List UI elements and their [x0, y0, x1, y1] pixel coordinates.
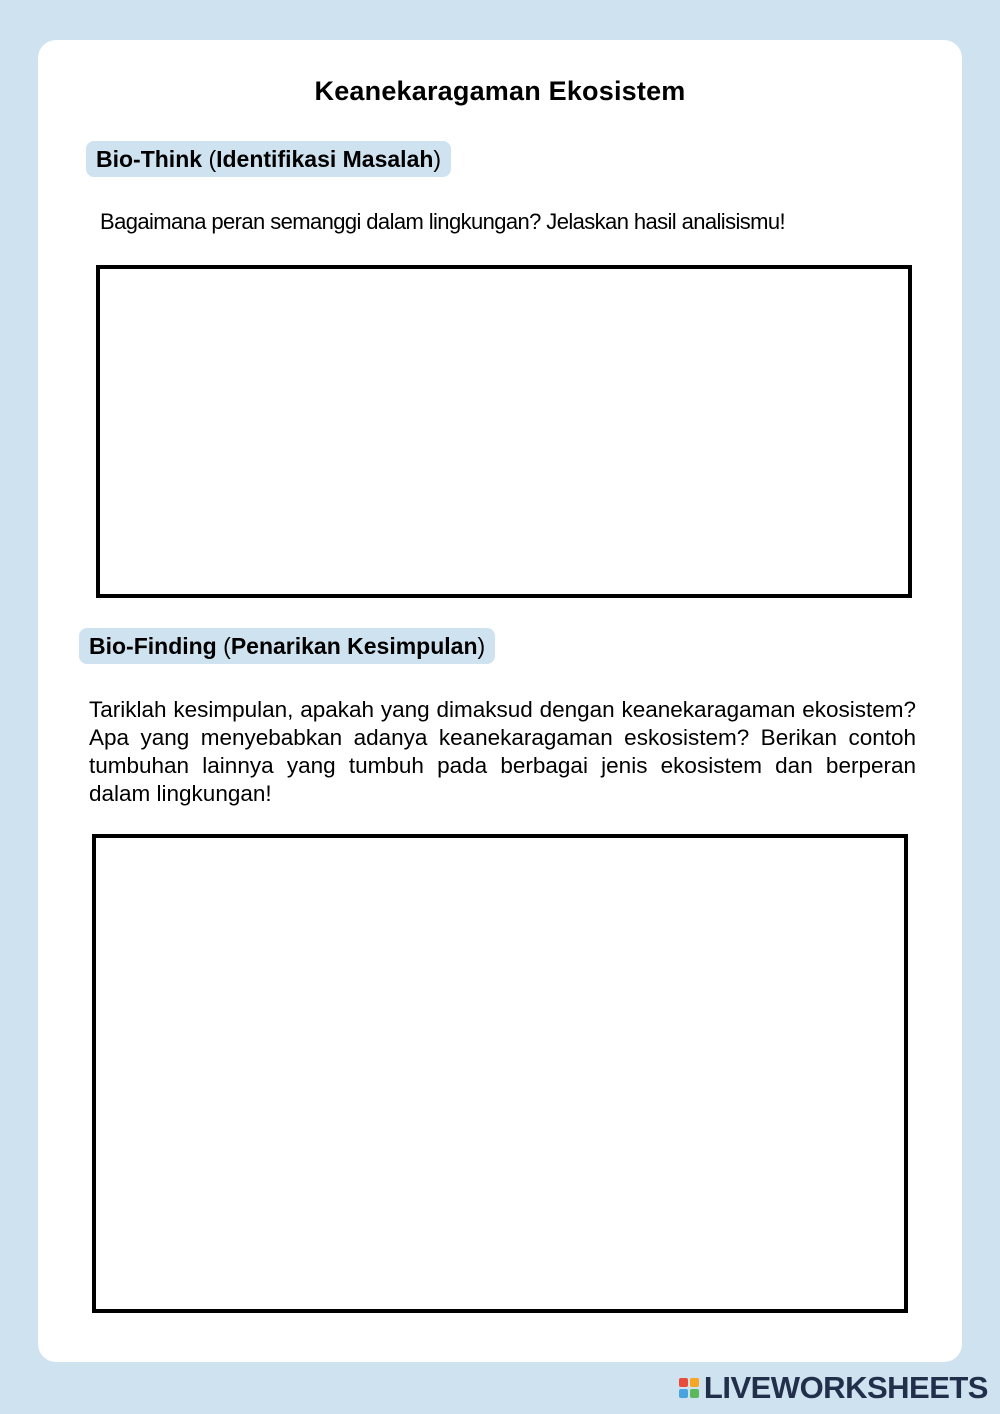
section-label-main: Bio-Think	[96, 146, 203, 172]
section-label-bio-finding	[79, 628, 495, 664]
question-text-1: Bagaimana peran semanggi dalam lingkungan? Jelaskan hasil analisismu!	[100, 209, 786, 234]
section-label-sub: Identifikasi Masalah	[216, 146, 434, 172]
question-text-2: Tariklah kesimpulan, apakah yang dimaksud dengan keanekaragaman ekosistem? Apa yang menyebabkan adanya keanekaragaman eskosistem? Berikan contoh tumbuhan lainnya yang tumbuh pada berbagai jenis ekosistem dan berperan dalam lingkungan!	[89, 697, 916, 806]
section-label-main: Bio-Finding	[89, 633, 217, 659]
answer-box-1[interactable]	[96, 265, 912, 598]
section-label-close-paren: )	[433, 146, 442, 172]
page-title: Keanekaragaman Ekosistem	[314, 76, 686, 106]
section-label-open-paren: (	[223, 633, 231, 659]
answer-box-2[interactable]	[92, 834, 908, 1313]
section-label-close-paren: )	[477, 633, 486, 659]
brand-name: LIVEWORKSHEETS	[703, 1370, 988, 1405]
section-label-sub: Penarikan Kesimpulan	[230, 633, 478, 659]
section-label-bio-think	[86, 141, 451, 177]
section-label-open-paren: (	[208, 146, 217, 172]
liveworksheets-footer[interactable]	[679, 1370, 988, 1406]
liveworksheets-logo-icon	[679, 1378, 699, 1398]
